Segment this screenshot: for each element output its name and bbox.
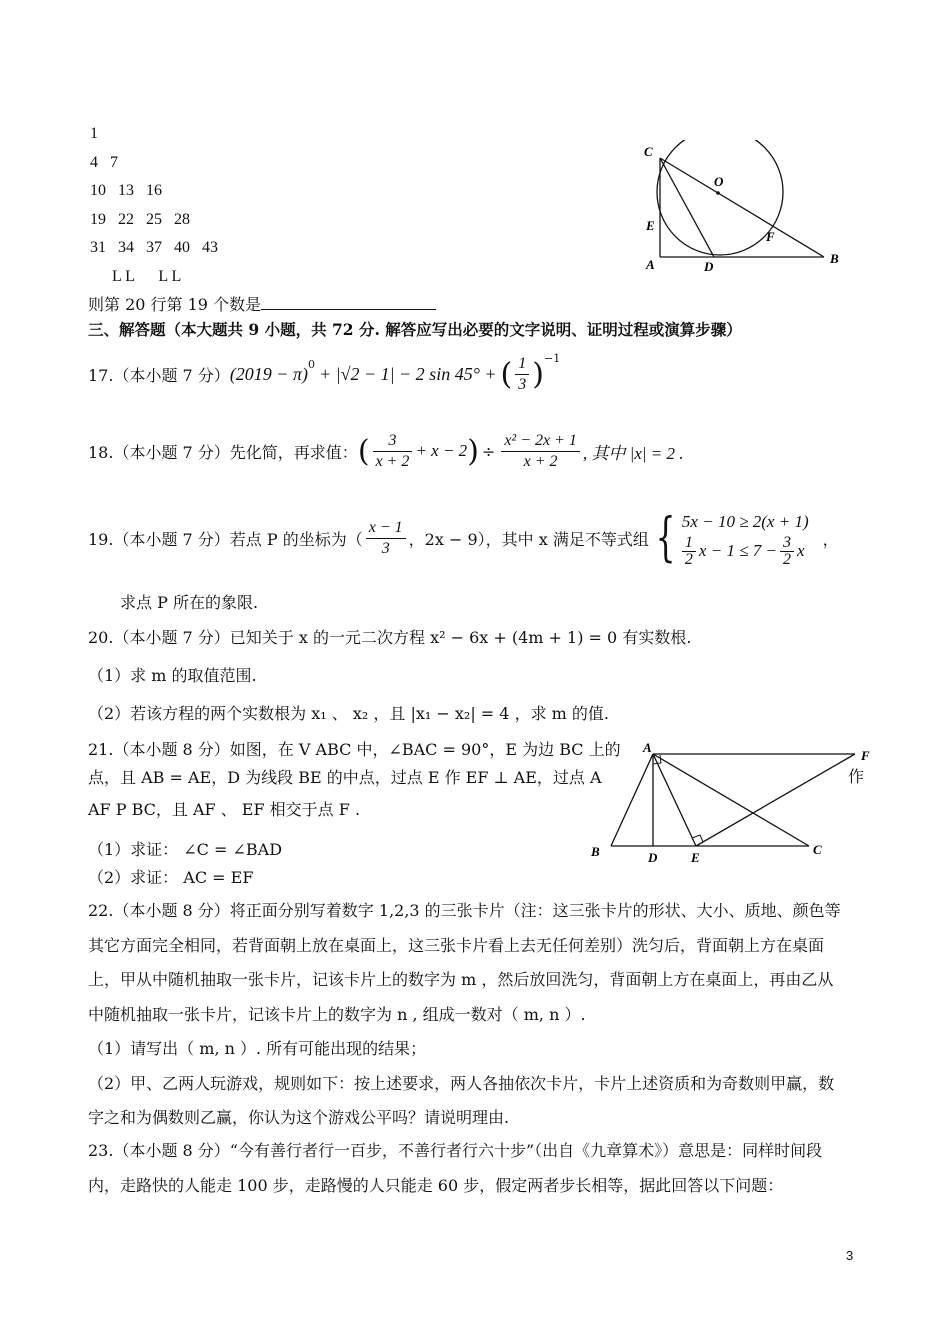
segment-ac: [653, 754, 809, 846]
label-a: A: [646, 257, 655, 272]
label-o: O: [714, 174, 724, 189]
q21-line2: 点，且 AB = AE，D 为线段 BE 的中点，过点 E 作 EF ⊥ AE，过点 A: [88, 768, 602, 787]
q18-tail: , 其中 |x| = 2 .: [582, 443, 684, 463]
q19-comma: ，: [822, 529, 839, 549]
q22-line: 22.（本小题 8 分）将正面分别写着数字 1,2,3 的三张卡片（注：这三张卡片的形状、大小、质地、颜色等: [88, 901, 841, 920]
q17-expr1: (2019 − π): [229, 363, 308, 384]
number-triangle: [90, 120, 218, 291]
q17-label: 17.（本小题 7 分）: [88, 365, 230, 385]
q22-line: 上，甲从中随机抽取一张卡片，记该卡片上的数字为 m ，然后放回洗匀，背面朝上方在桌面上，再由乙从: [88, 970, 834, 989]
q22-line: 其它方面完全相同，若背面朝上放在桌面上，这三张卡片看上去无任何差别）洗匀后，背面朝上方在桌面: [88, 935, 825, 955]
q21-part2: （2）求证： AC = EF: [88, 868, 254, 887]
triangle-row: 31 34 37 40 43: [90, 239, 218, 256]
segment-ef: [696, 754, 855, 846]
label-c: C: [644, 144, 653, 159]
q17-fraction: $\frac{1}{3}$: [515, 354, 529, 395]
inequality-system: [682, 509, 809, 568]
q19-fraction: $\frac{x - 1}{3}$: [366, 518, 406, 559]
triangle-row: 10 13 16: [90, 182, 162, 199]
label-a: A: [643, 740, 652, 755]
q19-ineq2-frac1: $\frac{1}{2}$: [682, 535, 696, 568]
q19-ineq2d: x: [797, 541, 805, 560]
q17-expr2: + |√2 − 1| − 2 sin 45° +: [318, 363, 497, 384]
label-f: F: [766, 229, 775, 244]
triangle-row: 4 7: [90, 153, 118, 171]
q18-fraction2: $\frac{\text{x² − 2x + 1}}{x + 2}$: [501, 431, 580, 472]
q18-mid: + x − 2: [415, 441, 468, 460]
section-header: 三、解答题（本大题共 9 小题，共 72 分. 解答应写出必要的文字说明、证明过程或演算步骤）: [88, 320, 742, 339]
q21-part1: （1）求证： ∠C = ∠BAD: [88, 840, 283, 859]
q16-answer-line: [88, 292, 436, 315]
question-20: [88, 624, 691, 728]
q23-line: 内，走路快的人能走 100 步，走路慢的人只能走 60 步，假定两者步长相等，据此回答以下问题：: [88, 1175, 784, 1195]
question-19: [88, 500, 839, 576]
question-22: [88, 894, 841, 1136]
q18-label: 18.（本小题 7 分）先化简，再求值：: [88, 442, 358, 462]
q19-ineq1: 5x − 10 ≥ 2(x + 1): [681, 511, 809, 531]
q22-line: 中随机抽取一张卡片，记该卡片上的数字为 n , 组成一数对（ m, n ）.: [88, 1004, 586, 1024]
q22-line: 字之和为偶数则乙赢，你认为这个游戏公平吗？请说明理由.: [88, 1108, 510, 1127]
q22-line: （1）请写出（ m, n ）. 所有可能出现的结果；: [88, 1039, 427, 1058]
label-b: B: [591, 844, 600, 859]
question-17: 17.（本小题 7 分） (2019 − π) $^0$ + |√2 − 1| − 2 sin 45° + ( $\frac{1}{3}$ ) $^{-1}$: [88, 352, 561, 393]
q20-part2: （2）若该方程的两个实数根为 x₁ 、 x₂ ，且 |x₁ − x₂| = 4 ，求 m 的值.: [88, 704, 609, 723]
q20-part1: （1）求 m 的取值范围.: [88, 666, 257, 685]
circle-o: [657, 140, 783, 255]
q21-line2-tail: 作: [848, 767, 865, 786]
q19-mid: ，2x − 9），其中 x 满足不等式组: [408, 529, 649, 549]
brace-icon: {: [655, 508, 676, 568]
label-d: D: [648, 850, 658, 865]
page-number: 3: [846, 1248, 854, 1263]
label-f: F: [861, 748, 870, 763]
triangle-row: 19 22 25 28: [90, 210, 190, 228]
label-e: E: [691, 850, 700, 865]
q19-ineq2-frac2: $\frac{3}{2}$: [780, 535, 794, 568]
q21-line1: 21.（本小题 8 分）如图，在 V ABC 中，∠BAC = 90°，E 为边 BC 上的: [88, 740, 621, 759]
q17-exp2: −1: [543, 352, 561, 365]
triangle-row: 1: [90, 125, 98, 142]
label-e: E: [646, 218, 655, 233]
segment-cb: [660, 158, 824, 257]
q20-line1: 20.（本小题 7 分）已知关于 x 的一元二次方程 x² − 6x + (4m + 1) = 0 有实数根.: [88, 628, 692, 647]
q21-line3: AF P BC，且 AF 、 EF 相交于点 F .: [88, 800, 361, 819]
triangle-row: L L L L: [112, 267, 182, 285]
q17-exp1: 0: [307, 358, 315, 371]
q19-line2: 求点 P 所在的象限.: [120, 593, 259, 612]
q19-label: 19.（本小题 7 分）若点 P 的坐标为（: [88, 529, 363, 549]
center-dot: [716, 191, 720, 195]
segment-cd: [660, 158, 714, 257]
question-18: 18.（本小题 7 分）先化简，再求值： ( $\frac{3}{x + 2}$ + x − 2 ) ÷ $\frac{\text{x² − 2x + 1}}{x + 2}$ , 其中 |x| = 2 .: [88, 431, 684, 470]
q19-ineq2b: x − 1 ≤ 7 −: [698, 541, 777, 560]
circle-figure: [638, 140, 848, 275]
q18-fraction1: $\frac{3}{x + 2}$: [373, 431, 413, 472]
q22-line: （2）甲、乙两人玩游戏，规则如下：按上述要求，两人各抽依次卡片，卡片上述资质和为奇数则甲赢，数: [88, 1073, 835, 1093]
q16-text: 则第 20 行第 19 个数是: [88, 295, 262, 314]
triangle-figure: [585, 740, 885, 865]
label-d: D: [704, 259, 714, 274]
answer-blank[interactable]: [261, 295, 436, 310]
label-c: C: [813, 842, 822, 857]
label-b: B: [830, 251, 839, 266]
question-21: [88, 736, 621, 892]
question-23: [88, 1134, 822, 1203]
q18-div: ÷: [481, 441, 496, 461]
segment-ae: [653, 754, 696, 846]
q23-line: 23.（本小题 8 分）“今有善行者行一百步，不善行者行六十步”（出自《九章算术》）意思是：同样时间段: [88, 1141, 823, 1160]
segment-ab: [611, 754, 653, 846]
